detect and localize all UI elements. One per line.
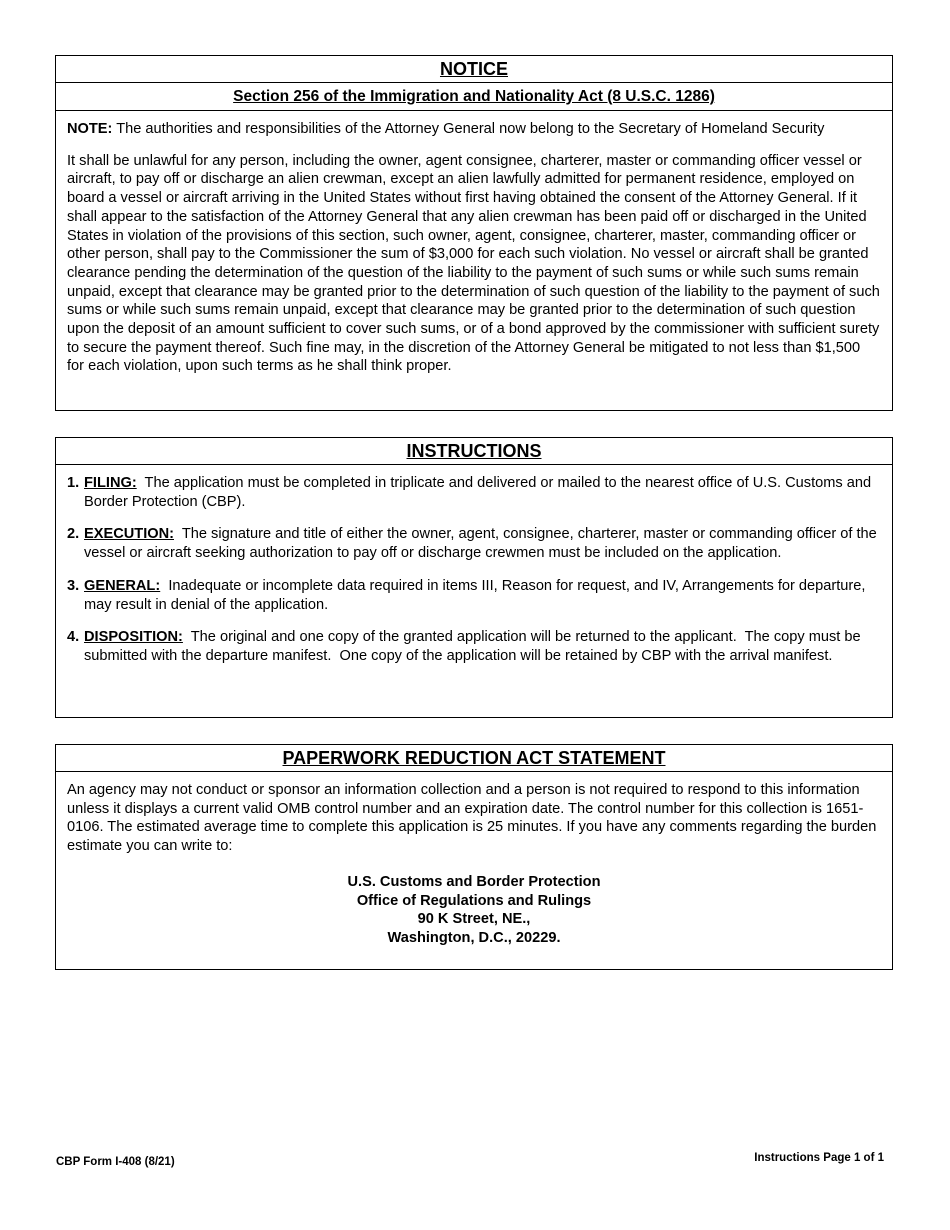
address-line: U.S. Customs and Border Protection: [347, 873, 601, 890]
instructions-section: [55, 437, 893, 718]
instruction-term: EXECUTION:: [84, 526, 174, 543]
instruction-text: The application must be completed in triplicate and delivered or mailed to the nearest office of U.S. Customs and Border Protection (CBP).: [84, 475, 876, 510]
note-label: NOTE:: [67, 121, 113, 137]
paperwork-paragraph: An agency may not conduct or sponsor an information collection and a person is not required to respond to this information unless it displays a current valid OMB control number and an expiration date. The control number for this collection is 1651-0106. The estimated average time to complete this application is 25 minutes. If you have any comments regarding the burden estimate you can write to:: [67, 782, 877, 855]
note-text: The authorities and responsibilities of the Attorney General now belong to the Secretary of Homeland Security: [112, 121, 825, 137]
instruction-item: [67, 474, 881, 511]
instructions-list: [56, 465, 892, 666]
instruction-item: [67, 525, 881, 562]
instruction-item: [67, 577, 881, 614]
instruction-text: The signature and title of either the owner, agent, consignee, charterer, master or commanding officer of the vessel or aircraft seeking authorization to pay off or discharge crewmen must be included on the application.: [84, 526, 881, 562]
paperwork-paragraph-wrap: [56, 772, 892, 856]
mailing-address: [56, 873, 892, 948]
instruction-number: 4.: [67, 629, 80, 646]
note-line: [56, 111, 892, 152]
instruction-term: FILING:: [84, 475, 137, 491]
instruction-term: DISPOSITION:: [84, 629, 183, 646]
form-id: CBP Form I-408 (8/21): [56, 1156, 175, 1168]
address-line: Washington, D.C., 20229.: [387, 929, 561, 946]
instruction-number: 3.: [67, 577, 80, 594]
notice-paragraph: It shall be unlawful for any person, including the owner, agent consignee, charterer, master or commanding officer vessel or aircraft, to pay off or discharge an alien crewman, except an alien lawfully admitted for permanent residence, employed on board a vessel or aircraft arriving in the United States without first having obtained the consent of the Attorney General. If it shall appear to the satisfaction of the Attorney General that any alien crewman has been paid off or discharged in the United States in violation of the provisions of this section, such owner, agent, consignee, charterer, master, commanding officer or other person, shall pay to the Commissioner the sum of $3,000 for each such violation. No vessel or aircraft shall be granted clearance pending the determination of the question of the liability to the payment of such sums or while such sums remain unpaid, except that clearance may be granted prior to the determination of such question of the liability to the payment of such sums or while such sums remain unpaid, except that clearance may be granted prior to the determination of such question upon the deposit of an amount sufficient to cover such sums, or of a bond approved by the commissioner with sufficient surety to secure the payment thereof. Such fine may, in the discretion of the Attorney General be mitigated to not less than $1,500 for each violation, upon such terms as he shall think proper.: [67, 152, 880, 375]
instruction-term: GENERAL:: [84, 577, 161, 594]
instruction-text: The original and one copy of the granted application will be returned to the applicant. The copy must be submitted with the departure manifest. One copy of the application will be retained by CBP with the arrival manifest.: [84, 629, 865, 664]
page-label: Instructions Page 1 of 1: [754, 1152, 884, 1164]
address-line: Office of Regulations and Rulings: [356, 892, 592, 909]
instruction-number: 1.: [67, 475, 80, 491]
paperwork-section: [55, 744, 893, 970]
notice-title: NOTICE: [56, 56, 892, 83]
address-line: 90 K Street, NE.,: [417, 911, 531, 928]
notice-paragraph-wrap: [56, 152, 892, 376]
paperwork-title: PAPERWORK REDUCTION ACT STATEMENT: [56, 745, 892, 772]
notice-section: [55, 55, 893, 411]
notice-subtitle-row: [56, 83, 892, 111]
instruction-item: [67, 628, 881, 665]
instruction-text: Inadequate or incomplete data required in items III, Reason for request, and IV, Arrangements for departure, may result in denial of the application.: [84, 577, 870, 613]
instruction-number: 2.: [67, 526, 80, 543]
instructions-title: INSTRUCTIONS: [56, 438, 892, 465]
notice-subtitle: Section 256 of the Immigration and Nationality Act (8 U.S.C. 1286): [233, 88, 715, 105]
